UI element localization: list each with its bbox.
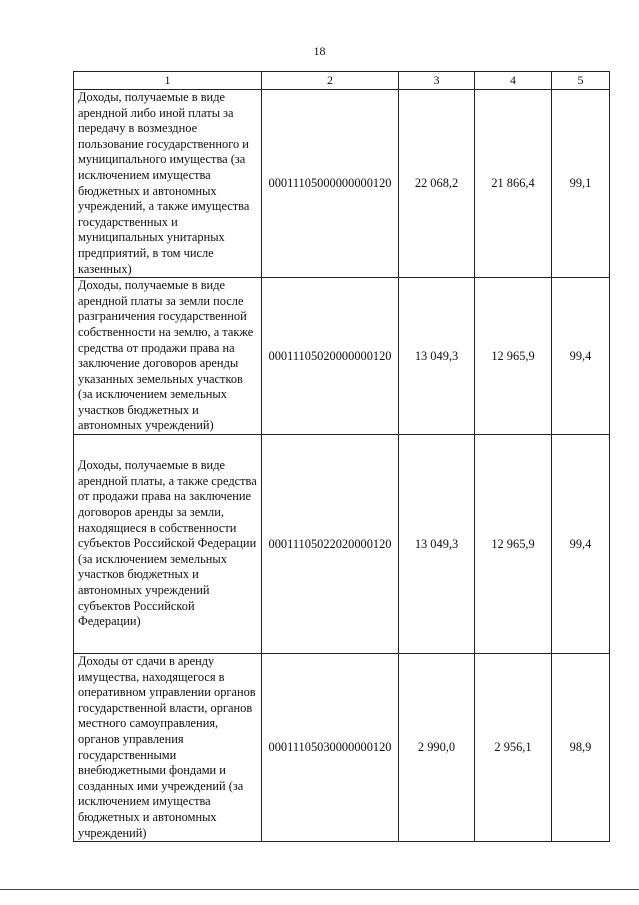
column-header-4: 4 (475, 72, 552, 90)
percent-value: 99,4 (552, 278, 610, 435)
page-number: 18 (313, 44, 326, 58)
column-header-1: 1 (74, 72, 262, 90)
percent-value: 98,9 (552, 654, 610, 842)
header-row (74, 72, 610, 90)
percent-value: 99,4 (552, 435, 610, 654)
column-header-3: 3 (399, 72, 475, 90)
page-bottom-divider (0, 889, 639, 890)
budget-code: 00011105030000000120 (262, 654, 399, 842)
column-header-5: 5 (552, 72, 610, 90)
plan-value: 22 068,2 (399, 90, 475, 278)
revenue-name: Доходы, получаемые в виде арендной платы, а также средства от продажи права на заключение договоров аренды за земли, находящиеся в собственности субъектов Российской Федерации (за исключением земельных участков бюджетных и автономных учреждений субъектов Российской Федерации) (74, 435, 262, 654)
column-header-2: 2 (262, 72, 399, 90)
actual-value: 2 956,1 (475, 654, 552, 842)
budget-code: 00011105022020000120 (262, 435, 399, 654)
revenue-name: Доходы, получаемые в виде арендной платы за земли после разграничения государственной собственности на землю, а также средства от продажи права на заключение договоров аренды указанных земельных участков (за исключением земельных участков бюджетных и автономных учреждений) (74, 278, 262, 435)
plan-value: 2 990,0 (399, 654, 475, 842)
revenue-name: Доходы от сдачи в аренду имущества, находящегося в оперативном управлении органов государственной власти, органов местного самоуправления, органов управления государственными внебюджетными фондами и созданных ими учреждений (за исключением имущества бюджетных и автономных учреждений) (74, 654, 262, 842)
table-row (74, 90, 610, 278)
table-row (74, 435, 610, 654)
table-row (74, 278, 610, 435)
plan-value: 13 049,3 (399, 278, 475, 435)
actual-value: 21 866,4 (475, 90, 552, 278)
percent-value: 99,1 (552, 90, 610, 278)
plan-value: 13 049,3 (399, 435, 475, 654)
actual-value: 12 965,9 (475, 435, 552, 654)
budget-code: 00011105020000000120 (262, 278, 399, 435)
actual-value: 12 965,9 (475, 278, 552, 435)
revenue-name: Доходы, получаемые в виде арендной либо иной платы за передачу в возмездное пользование государственного и муниципального имущества (за исключением имущества бюджетных и автономных учреждений, а также имущества государственных и муниципальных унитарных предприятий, в том числе казенных) (74, 90, 262, 278)
revenue-table (73, 71, 610, 842)
budget-code: 00011105000000000120 (262, 90, 399, 278)
table-header (74, 72, 610, 90)
table-row (74, 654, 610, 842)
